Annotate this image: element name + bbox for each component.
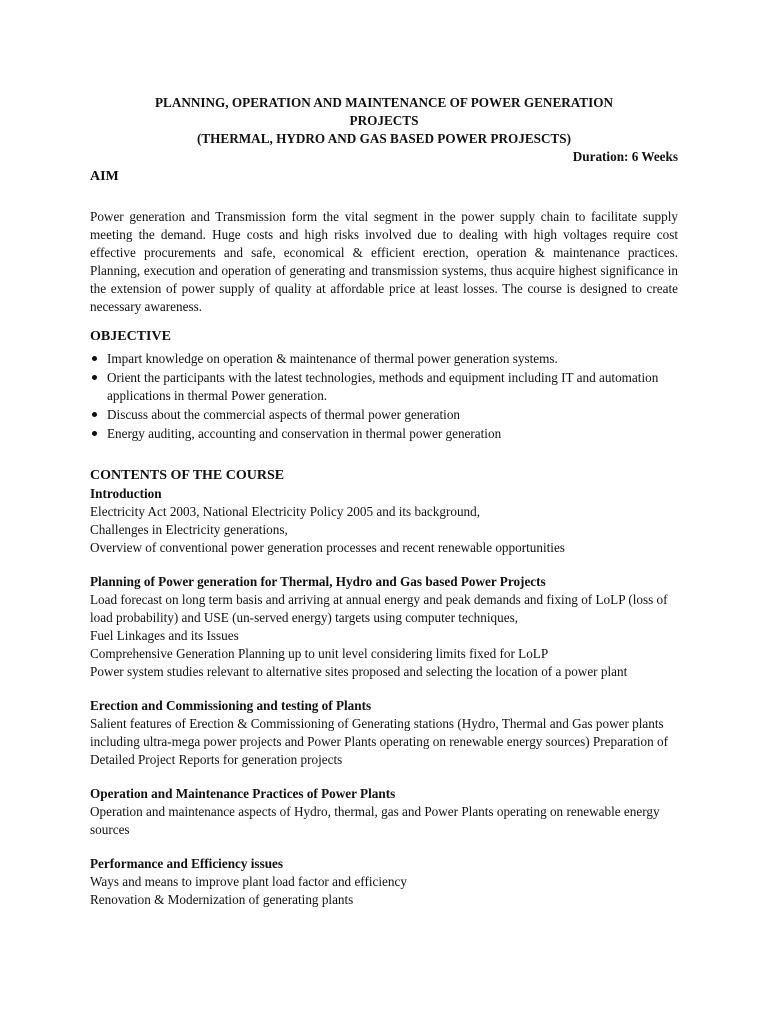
section-operation xyxy=(90,785,678,839)
section-line: Fuel Linkages and its Issues xyxy=(90,628,239,643)
section-line: Comprehensive Generation Planning up to unit level considering limits fixed for LoLP xyxy=(90,646,549,661)
objective-heading: OBJECTIVE xyxy=(90,329,171,344)
objective-list xyxy=(90,350,678,443)
section-line: Challenges in Electricity generations, xyxy=(90,522,288,537)
section-line: Power system studies relevant to alternative sites proposed and selecting the location of a power plant xyxy=(90,664,628,679)
document-subtitle: (THERMAL, HYDRO AND GAS BASED POWER PROJESCTS) xyxy=(196,131,572,146)
section-introduction xyxy=(90,485,678,557)
section-line: Overview of conventional power generation processes and recent renewable opportunities xyxy=(90,540,565,555)
aim-heading: AIM xyxy=(90,169,119,184)
document-title-line-1: PLANNING, OPERATION AND MAINTENANCE OF POWER GENERATION xyxy=(154,95,614,110)
contents-heading: CONTENTS OF THE COURSE xyxy=(90,468,285,483)
section-line: Salient features of Erection & Commissioning of Generating stations (Hydro, Thermal and Gas power plants including ultra-mega power projects and Power Plants operating on renewable energy sources) Preparation of Detailed Project Reports for generation projects xyxy=(90,716,668,767)
objective-item: Impart knowledge on operation & maintenance of thermal power generation systems. xyxy=(90,350,678,368)
section-title: Introduction xyxy=(90,486,162,501)
objective-item: Energy auditing, accounting and conservation in thermal power generation xyxy=(90,425,678,443)
aim-paragraph: Power generation and Transmission form the vital segment in the power supply chain to facilitate supply meeting the demand. Huge costs and high risks involved due to dealing with high voltages require cost effective procurements and safe, economical & efficient erection, operation & maintenance practices. Planning, execution and operation of generating and transmission systems, thus acquire highest significance in the extension of power supply of quality at affordable price at least losses. The course is designed to create necessary awareness. xyxy=(90,209,678,314)
section-erection xyxy=(90,697,678,769)
section-line: Operation and maintenance aspects of Hydro, thermal, gas and Power Plants operating on renewable energy sources xyxy=(90,804,660,837)
section-line: Renovation & Modernization of generating plants xyxy=(90,892,354,907)
section-line: Load forecast on long term basis and arriving at annual energy and peak demands and fixing of LoLP (loss of load probability) and USE (un-served energy) targets using computer techniques, xyxy=(90,592,668,625)
section-title: Performance and Efficiency issues xyxy=(90,856,284,871)
objective-item: Discuss about the commercial aspects of thermal power generation xyxy=(90,406,678,424)
section-line: Ways and means to improve plant load factor and efficiency xyxy=(90,874,407,889)
section-performance xyxy=(90,855,678,909)
section-title: Planning of Power generation for Thermal, Hydro and Gas based Power Projects xyxy=(90,574,546,589)
section-planning xyxy=(90,573,678,681)
section-title: Erection and Commissioning and testing of Plants xyxy=(90,698,372,713)
section-line: Electricity Act 2003, National Electricity Policy 2005 and its background, xyxy=(90,504,481,519)
course-duration: Duration: 6 Weeks xyxy=(572,149,678,164)
section-title: Operation and Maintenance Practices of Power Plants xyxy=(90,786,396,801)
objective-item: Orient the participants with the latest technologies, methods and equipment including IT and automation applications in thermal Power generation. xyxy=(90,369,678,405)
document-title-line-2: PROJECTS xyxy=(349,113,419,128)
document-content xyxy=(90,94,678,909)
